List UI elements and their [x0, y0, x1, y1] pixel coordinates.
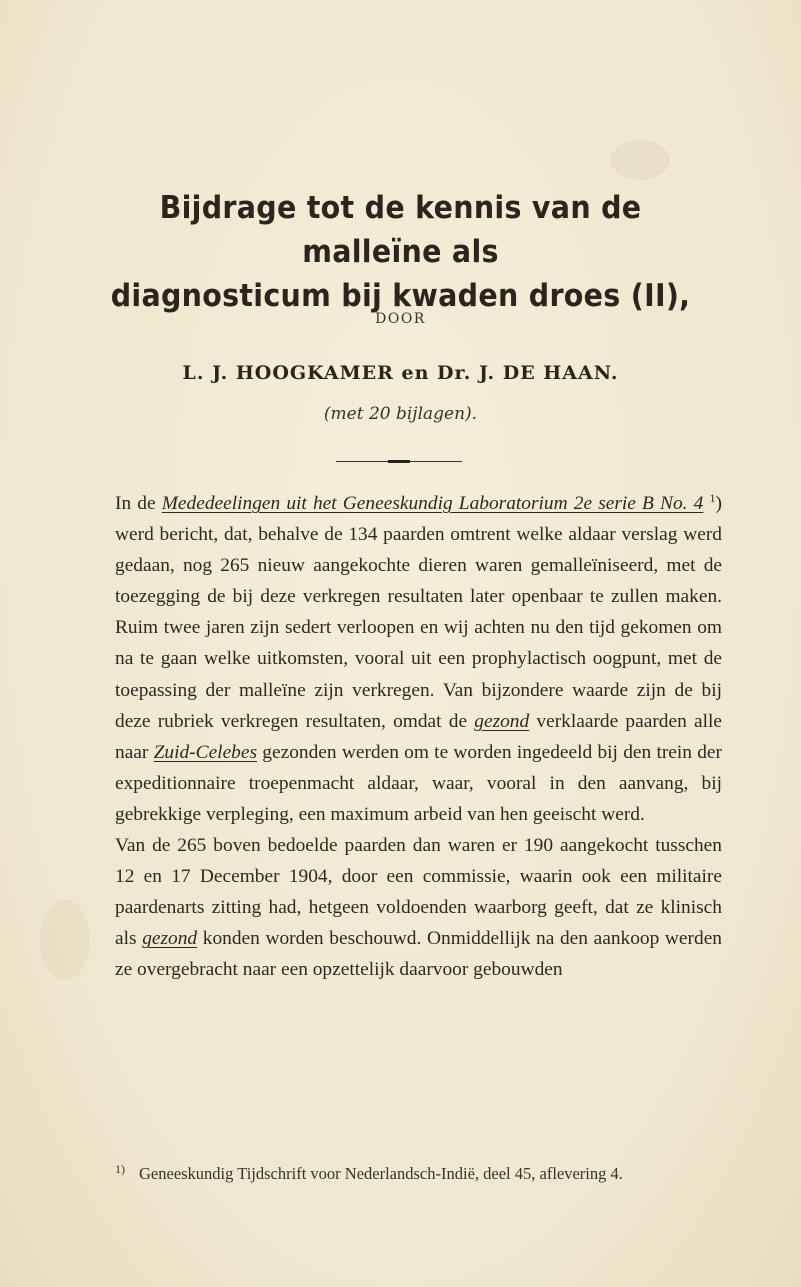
- paper-stain: [40, 900, 90, 980]
- authors: L. J. HOOGKAMER en Dr. J. DE HAAN.: [182, 362, 619, 384]
- emphasis-gezond-2: gezond: [142, 928, 198, 950]
- byline: DOOR: [375, 311, 426, 327]
- title-line-1: Bijdrage tot de kennis van de malleïne als: [159, 190, 642, 270]
- footnote-text: Geneeskundig Tijdschrift voor Nederlandsch-Indië, deel 45, aflevering 4.: [139, 1164, 623, 1183]
- paragraph-1-text-b: verklaarde paarden alle naar: [115, 710, 722, 763]
- paragraph-1-text-a: ) werd bericht, dat, behalve de 134 paarden omtrent welke aldaar verslag werd gedaan, nog 265 nieuw aangekochte dieren waren gemalleïniseerd, met de toezegging de bij deze verkregen resultaten later openbaar te zullen maken. Ruim twee jaren zijn sedert verloopen en wij achten nu den tijd gekomen om na te gaan welke uitkomsten, vooral uit een prophylactisch oogpunt, met de toepassing der malleïne zijn verkregen. Van bijzondere waarde zijn de bij deze rubriek verkregen resultaten, omdat de: [115, 493, 722, 732]
- paragraph-1-intro: In de: [115, 493, 162, 514]
- title-line-2: diagnosticum bij kwaden droes (II),: [110, 278, 691, 314]
- paper-stain: [610, 140, 670, 180]
- footnote-marker: 1: [709, 491, 716, 505]
- paragraph-2: [115, 830, 722, 985]
- paragraph-2-text-b: konden worden beschouwd. Onmiddellijk na den aankoop werden ze overgebracht naar een opzettelijk daarvoor gebouwden: [115, 928, 722, 981]
- paragraph-1-text-c: gezonden werden om te worden ingedeeld bij den trein der expeditionnaire troepenmacht aldaar, waar, vooral in den aanvang, bij gebrekkige verpleging, een maximum arbeid van hen geeischt werd.: [115, 741, 722, 825]
- source-reference: Mededeelingen uit het Geneeskundig Laboratorium 2e serie B No. 4: [161, 493, 704, 514]
- place-name: Zuid-Celebes: [153, 741, 258, 763]
- emphasis-gezond: gezond: [474, 710, 530, 732]
- paragraph-2-text-a: Van de 265 boven bedoelde paarden dan waren er 190 aangekocht tusschen 12 en 17 December 1904, door een commissie, waarin ook een militaire paardenarts zitting had, hetgeen voldoenden waarborg geeft, dat ze klinisch als: [115, 835, 722, 950]
- footnote: 1) Geneeskundig Tijdschrift voor Nederlandsch-Indië, deel 45, aflevering 4.: [115, 1162, 623, 1183]
- section-divider: [336, 461, 462, 462]
- paragraph-1: [115, 488, 722, 830]
- article-title: [87, 186, 714, 318]
- appendix-note: (met 20 bijlagen).: [323, 404, 478, 424]
- article-body: [115, 488, 722, 986]
